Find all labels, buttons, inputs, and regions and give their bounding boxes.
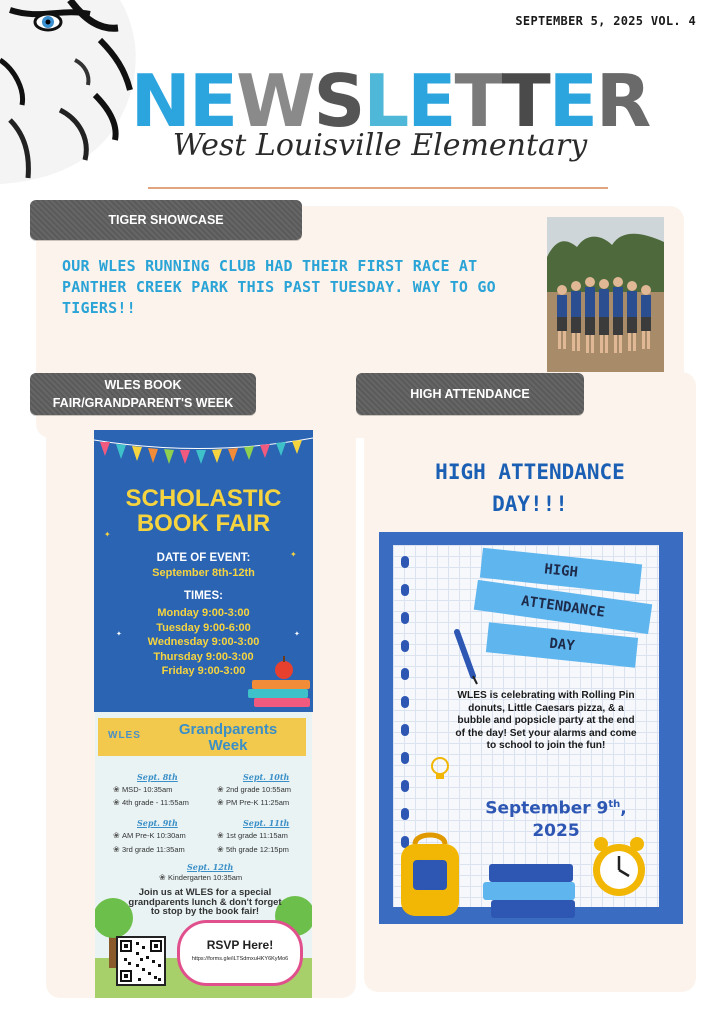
book-fair-time-row: Wednesday 9:00-3:00 — [147, 636, 260, 649]
book-fair-title-line2: BOOK FAIR — [136, 510, 271, 537]
schedule-day: Sept. 9th — [137, 818, 178, 828]
running-club-group-image — [547, 217, 664, 373]
schedule-item: ❀ 2nd grade 10:55am — [217, 785, 291, 794]
star-icon: ✦ — [116, 630, 122, 638]
lightbulb-icon — [425, 754, 455, 784]
attendance-tab-label: HIGH ATTENDANCE — [410, 386, 530, 401]
book-fair-date: September 8th-12th — [152, 567, 255, 579]
star-icon: ✦ — [104, 530, 111, 539]
banner-high: HIGH — [480, 548, 642, 595]
qr-code[interactable] — [116, 936, 166, 986]
masthead-letter: S — [313, 59, 364, 143]
book-fair-time-row: Friday 9:00-3:00 — [161, 665, 246, 678]
bookfair-tab-label-line1: WLES BOOK — [104, 377, 182, 392]
star-icon: ✦ — [290, 550, 297, 559]
schedule-item: ❀ Kindergarten 10:35am — [159, 873, 242, 882]
masthead-letter: E — [188, 59, 237, 143]
schedule-item: ❀ MSD- 10:35am — [113, 785, 172, 794]
running-club-photo — [547, 217, 664, 373]
schedule-item: ❀ AM Pre-K 10:30am — [113, 831, 186, 840]
book-fair-times-label: TIMES: — [184, 590, 223, 602]
book-fair-title — [94, 486, 313, 536]
masthead-letter: N — [130, 59, 189, 143]
showcase-text: OUR WLES RUNNING CLUB HAD THEIR FIRST RACE AT PANTHER CREEK PARK THIS PAST TUESDAY. WAY TO GO TIGERS!! — [62, 257, 496, 317]
attendance-title — [380, 456, 680, 520]
attendance-date-suffix: th — [608, 799, 621, 810]
grandparents-join-text: Join us at WLES for a special grandparents lunch & don't forget to stop by the book fair! — [128, 887, 282, 917]
masthead-letter: L — [363, 59, 408, 143]
schedule-item: ❀ 5th grade 12:15pm — [217, 845, 289, 854]
pen-icon — [449, 628, 489, 688]
attendance-body: WLES is celebrating with Rolling Pin donuts, Little Caesars pizza, & a bubble and popsicle party at the end of the day! Set your alarms and come to school to join the fun! — [455, 690, 637, 751]
showcase-tab-label: TIGER SHOWCASE — [108, 212, 224, 227]
school-name: West Louisville Elementary — [172, 128, 588, 163]
qr-code-icon — [118, 938, 164, 984]
banner-attendance: ATTENDANCE — [474, 580, 652, 634]
tiger-illustration — [0, 0, 140, 185]
school-supplies-illustration — [379, 804, 683, 924]
masthead-letter: R — [595, 59, 650, 143]
schedule-item: ❀ 4th grade - 11:55am — [113, 798, 189, 807]
grandparents-wles: WLES — [108, 730, 141, 741]
banner-day: DAY — [486, 622, 638, 668]
bookfair-tab — [30, 373, 256, 415]
attendance-title-line1: HIGH ATTENDANCE — [435, 460, 625, 484]
grandparents-title-line1: Grandparents — [178, 721, 278, 738]
book-fair-time-row: Monday 9:00-3:00 — [157, 607, 250, 619]
attendance-date-comma: , — [620, 798, 627, 819]
attendance-title-line2: DAY!!! — [492, 492, 568, 516]
masthead-letter: T — [454, 59, 502, 143]
masthead-letter: E — [548, 59, 596, 143]
rsvp-cloud — [177, 920, 303, 986]
book-fair-time-row: Tuesday 9:00-6:00 — [156, 621, 251, 634]
bunting-decoration — [94, 430, 313, 480]
book-fair-title-line1: SCHOLASTIC — [125, 485, 282, 512]
grandparents-title — [158, 722, 298, 754]
rsvp-link[interactable]: https://forms.gle/iLTSdmxuHKY6KyMo6 — [191, 956, 289, 962]
attendance-tab — [356, 373, 584, 415]
high-attendance-poster — [379, 532, 683, 924]
book-fair-poster — [94, 430, 313, 712]
schedule-day: Sept. 8th — [137, 772, 178, 782]
masthead-letter: E — [407, 59, 455, 143]
schedule-day: Sept. 11th — [243, 818, 290, 828]
grandparents-header — [98, 718, 306, 756]
schedule-item: ❀ PM Pre-K 11:25am — [217, 798, 289, 807]
masthead-letter: W — [236, 59, 314, 143]
schedule-day: Sept. 12th — [187, 862, 234, 872]
schedule-item: ❀ 1st grade 11:15am — [217, 831, 288, 840]
header-divider — [148, 187, 608, 189]
attendance-date-year: 2025 — [532, 820, 580, 841]
books-apple-icon — [244, 650, 313, 710]
bookfair-tab-label-line2: FAIR/GRANDPARENT'S WEEK — [52, 396, 234, 410]
issue-date: SEPTEMBER 5, 2025 VOL. 4 — [515, 14, 696, 28]
grandparents-title-line2: Week — [208, 737, 248, 754]
rsvp-label: RSVP Here! — [206, 938, 274, 952]
star-icon: ✦ — [294, 630, 300, 638]
masthead-letter: T — [501, 59, 549, 143]
schedule-day: Sept. 10th — [243, 772, 290, 782]
book-fair-date-label: DATE OF EVENT: — [156, 552, 251, 564]
attendance-date-month: September 9 — [485, 798, 609, 819]
book-fair-time-row: Thursday 9:00-3:00 — [153, 650, 254, 663]
showcase-tab — [30, 200, 302, 240]
schedule-item: ❀ 3rd grade 11:35am — [113, 845, 185, 854]
grandparents-week-poster — [95, 712, 312, 998]
